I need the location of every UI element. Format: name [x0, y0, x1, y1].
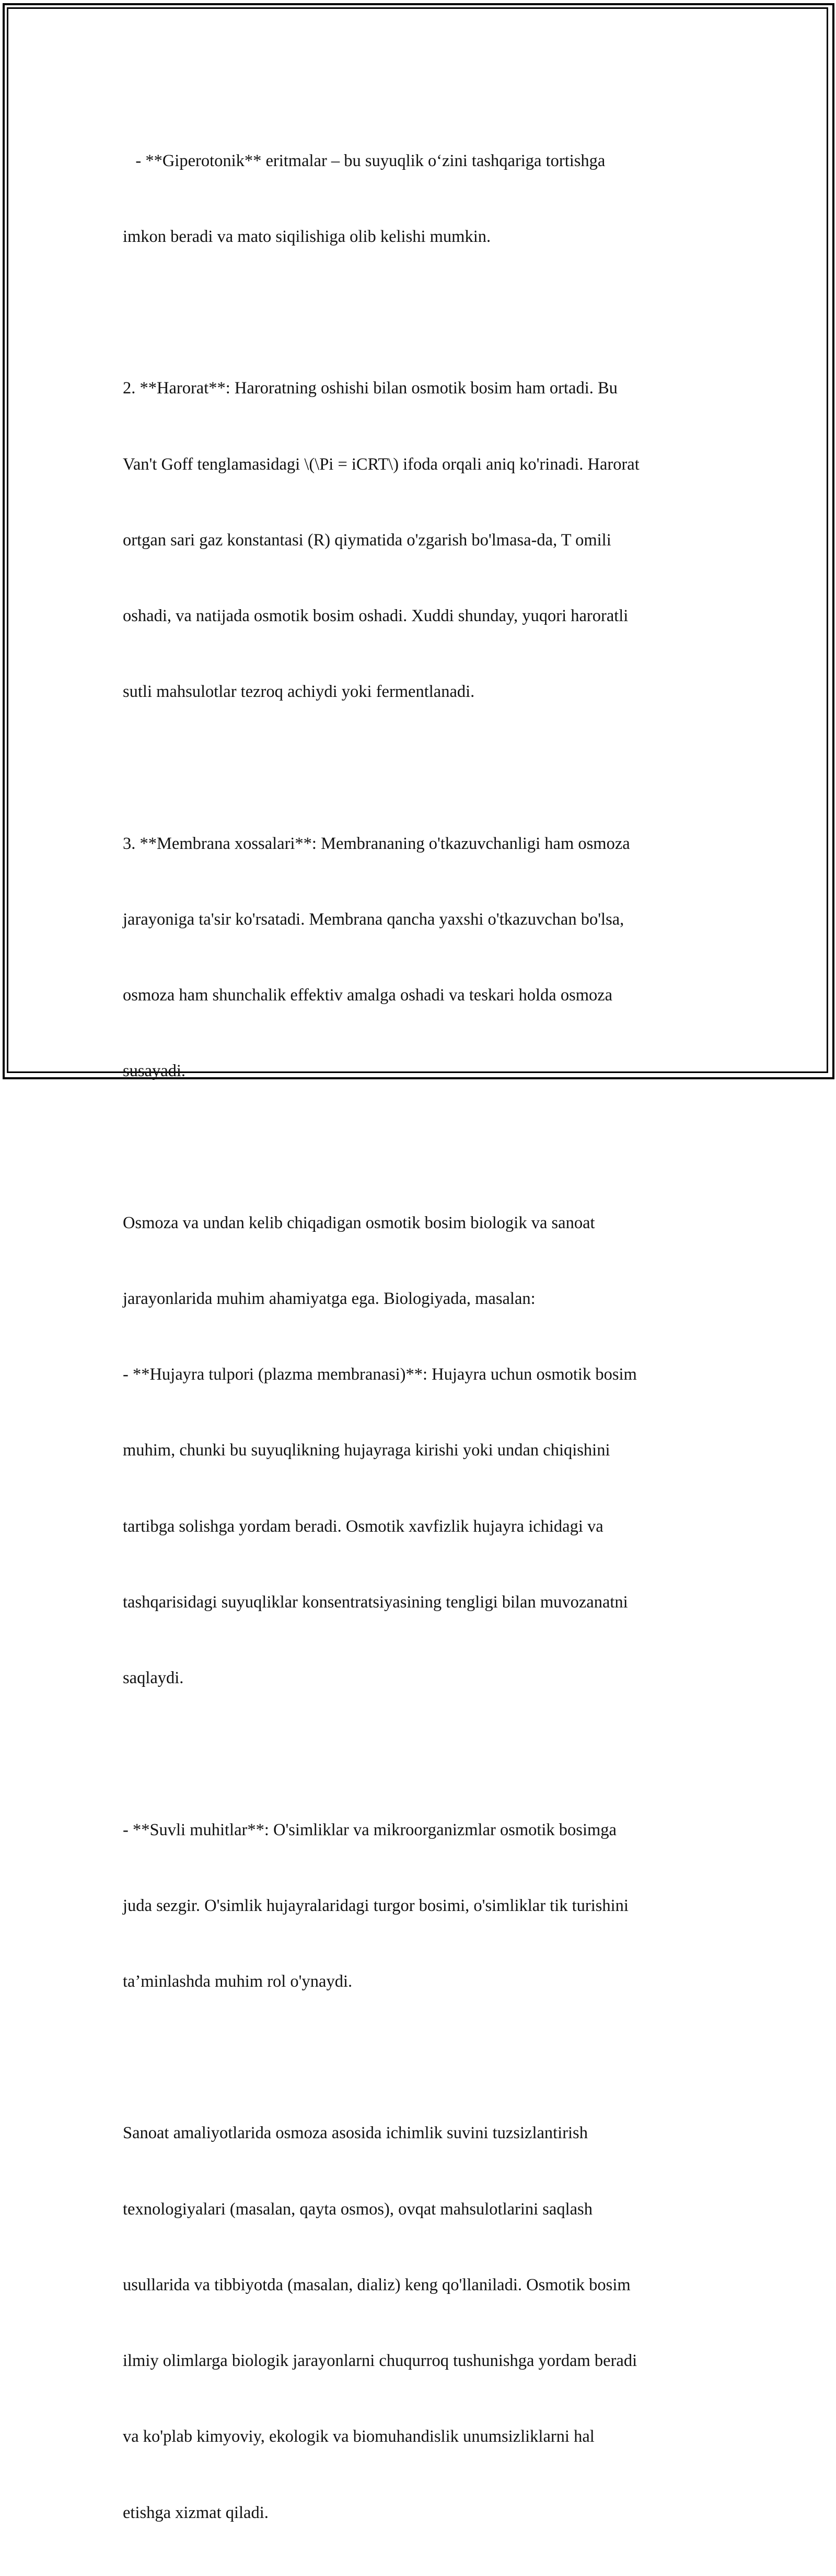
text-line: oshadi, va natijada osmotik bosim oshadi. Xuddi shunday, yuqori haroratli	[123, 607, 629, 626]
paragraph-harorat	[123, 325, 729, 755]
text-line: etishga xizmat qiladi.	[123, 2503, 269, 2522]
text-line: - **Giperotonik** eritmalar – bu suyuqlik o‘zini tashqariga tortishga	[123, 151, 606, 170]
text-line: imkon beradi va mato siqilishiga olib kelishi mumkin.	[123, 227, 491, 247]
text-line: usullarida va tibbiyotda (masalan, dializ) keng qo'llaniladi. Osmotik bosim	[123, 2275, 631, 2294]
paragraph-sanoat	[123, 2070, 729, 2576]
text-line: osmoza ham shunchalik effektiv amalga oshadi va teskari holda osmoza	[123, 986, 613, 1005]
paragraph-giperotonik	[123, 98, 729, 300]
text-line: ilmiy olimlarga biologik jarayonlarni chuqurroq tushunishga yordam beradi	[123, 2351, 637, 2371]
paragraph-osmoza-ahamiyati	[123, 1160, 729, 1741]
text-line: tartibga solishga yordam beradi. Osmotik xavfizlik hujayra ichidagi va	[123, 1517, 603, 1536]
text-line: - **Suvli muhitlar**: O'simliklar va mikroorganizmlar osmotik bosimga	[123, 1820, 617, 1839]
text-line: ortgan sari gaz konstantasi (R) qiymatida o'zgarish bo'lmasa-da, T omili	[123, 530, 611, 550]
text-line: juda sezgir. O'simlik hujayralaridagi turgor bosimi, o'simliklar tik turishini	[123, 1896, 629, 1915]
document-body	[123, 98, 729, 2576]
text-line: va ko'plab kimyoviy, ekologik va biomuhandislik unumsizliklarni hal	[123, 2427, 595, 2446]
text-line: susayadi.	[123, 1062, 186, 1081]
text-line: ta’minlashda muhim rol o'ynaydi.	[123, 1972, 353, 1991]
text-line: jarayoniga ta'sir ko'rsatadi. Membrana qancha yaxshi o'tkazuvchan bo'lsa,	[123, 910, 624, 929]
text-line: saqlaydi.	[123, 1669, 184, 1688]
paragraph-membrana	[123, 780, 729, 1135]
text-line: 3. **Membrana xossalari**: Membrananing o'tkazuvchanligi ham osmoza	[123, 834, 630, 853]
text-line: - **Hujayra tulpori (plazma membranasi)**: Hujayra uchun osmotik bosim	[123, 1365, 637, 1384]
text-line: tashqarisidagi suyuqliklar konsentratsiyasining tengligi bilan muvozanatni	[123, 1592, 628, 1612]
text-line: Sanoat amaliyotlarida osmoza asosida ichimlik suvini tuzsizlantirish	[123, 2124, 588, 2143]
text-line: Osmoza va undan kelib chiqadigan osmotik bosim biologik va sanoat	[123, 1213, 595, 1232]
text-line: Van't Goff tenglamasidagi \(\Pi = iCRT\) ifoda orqali aniq ko'rinadi. Harorat	[123, 454, 640, 474]
paragraph-suvli-muhitlar	[123, 1767, 729, 2045]
text-line: muhim, chunki bu suyuqlikning hujayraga kirishi yoki undan chiqishini	[123, 1441, 610, 1460]
text-line: 2. **Harorat**: Haroratning oshishi bilan osmotik bosim ham ortadi. Bu	[123, 379, 618, 398]
text-line: sutli mahsulotlar tezroq achiydi yoki fermentlanadi.	[123, 682, 475, 702]
text-line: texnologiyalari (masalan, qayta osmos), ovqat mahsulotlarini saqlash	[123, 2199, 593, 2219]
text-line: jarayonlarida muhim ahamiyatga ega. Biologiyada, masalan:	[123, 1289, 536, 1309]
